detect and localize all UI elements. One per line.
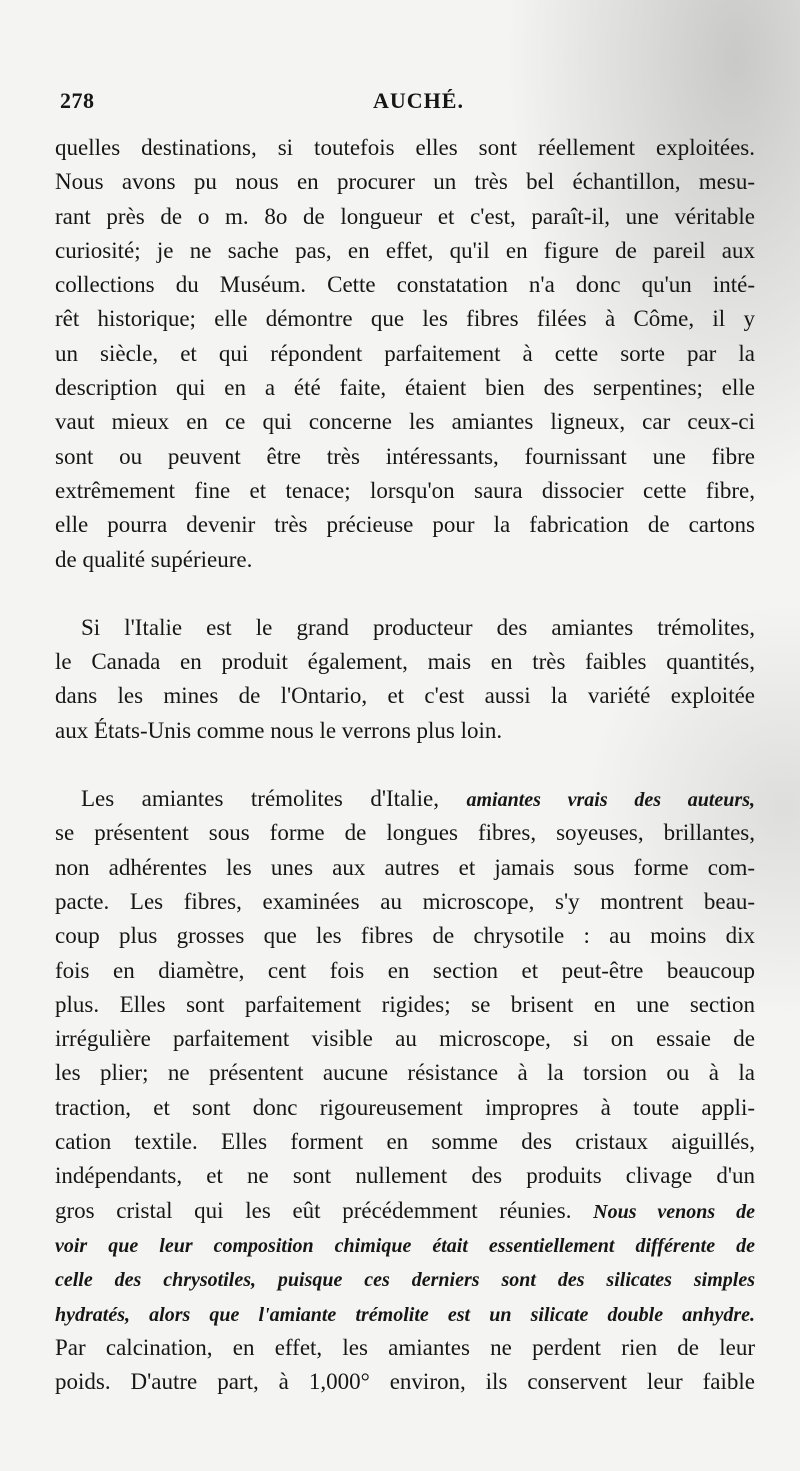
text-line bbox=[55, 1194, 755, 1228]
text-line: quelles destinations, si toutefois elles sont réellement exploitées. bbox=[55, 135, 755, 160]
paragraph-3 bbox=[55, 782, 755, 1399]
text-line-italic: Nous venons de bbox=[593, 1200, 755, 1223]
text-line: traction, et sont donc rigoureusement impropres à toute appli- bbox=[55, 1094, 755, 1120]
text-line: Si l'Italie est le grand producteur des amiantes trémolites, bbox=[81, 614, 755, 640]
text-line: non adhérentes les unes aux autres et jamais sous forme com- bbox=[55, 854, 755, 880]
text-line: pacte. Les fibres, examinées au microscope, s'y montrent beau- bbox=[55, 888, 755, 914]
text-line: fois en diamètre, cent fois en section et peut-être beaucoup bbox=[55, 957, 755, 983]
paragraph-gap bbox=[55, 577, 755, 611]
text-line: coup plus grosses que les fibres de chrysotile : au moins dix bbox=[55, 923, 755, 949]
text-line: curiosité; je ne sache pas, en effet, qu'il en figure de pareil aux bbox=[55, 237, 755, 263]
text-line: rêt historique; elle démontre que les fibres filées à Côme, il y bbox=[55, 306, 755, 332]
page-header bbox=[55, 86, 750, 120]
text-line: description qui en a été faite, étaient bien des serpentines; elle bbox=[55, 375, 755, 401]
text-line: Par calcination, en effet, les amiantes ne perdent rien de leur bbox=[55, 1334, 755, 1360]
paragraph-gap bbox=[55, 748, 755, 782]
text-line: collections du Muséum. Cette constatation n'a donc qu'un inté- bbox=[55, 272, 755, 298]
text-line-roman: Les amiantes trémolites d'Italie, bbox=[81, 786, 467, 812]
text-line: irrégulière parfaitement visible au microscope, si on essaie de bbox=[55, 1026, 755, 1052]
text-line: sont ou peuvent être très intéressants, fournissant une fibre bbox=[55, 443, 755, 469]
text-line: plus. Elles sont parfaitement rigides; se brisent en une section bbox=[55, 991, 755, 1017]
text-line: poids. D'autre part, à 1,000° environ, ils conservent leur faible bbox=[55, 1369, 755, 1395]
paragraph-2 bbox=[55, 611, 755, 748]
text-line: se présentent sous forme de longues fibres, soyeuses, brillantes, bbox=[55, 820, 755, 846]
text-line-italic: hydratés, alors que l'amiante trémolite est un silicate double anhydre. bbox=[55, 1303, 755, 1326]
page-number: 278 bbox=[60, 88, 95, 113]
text-line bbox=[55, 782, 755, 816]
text-line-italic: amiantes vrais des auteurs, bbox=[466, 789, 755, 812]
text-line bbox=[55, 1297, 755, 1331]
paragraph-1 bbox=[55, 131, 755, 577]
text-line: le Canada en produit également, mais en très faibles quantités, bbox=[55, 649, 755, 675]
text-line: cation textile. Elles forment en somme des cristaux aiguillés, bbox=[55, 1129, 755, 1155]
text-line: les plier; ne présentent aucune résistance à la torsion ou à la bbox=[55, 1060, 755, 1086]
text-line bbox=[55, 1228, 755, 1262]
text-line: vaut mieux en ce qui concerne les amiantes ligneux, car ceux-ci bbox=[55, 409, 755, 435]
text-line: elle pourra devenir très précieuse pour la fabrication de cartons bbox=[55, 512, 755, 538]
text-line: Nous avons pu nous en procurer un très bel échantillon, mesu- bbox=[55, 169, 755, 195]
text-line-italic: voir que leur composition chimique était essentiellement différente de bbox=[55, 1234, 755, 1257]
text-line: dans les mines de l'Ontario, et c'est aussi la variété exploitée bbox=[55, 683, 755, 709]
running-head: AUCHÉ. bbox=[373, 88, 464, 113]
text-line: un siècle, et qui répondent parfaitement à cette sorte par la bbox=[55, 340, 755, 366]
text-line: extrêmement fine et tenace; lorsqu'on saura dissocier cette fibre, bbox=[55, 477, 755, 503]
body-text bbox=[55, 131, 755, 1399]
text-line: de qualité supérieure. bbox=[55, 546, 253, 572]
text-line: rant près de o m. 8o de longueur et c'est, paraît-il, une véritable bbox=[55, 203, 755, 229]
text-line-italic: celle des chrysotiles, puisque ces derniers sont des silicates simples bbox=[55, 1269, 755, 1292]
text-line-roman: gros cristal qui les eût précédemment réunies. bbox=[55, 1197, 594, 1223]
text-line: aux États-Unis comme nous le verrons plus loin. bbox=[55, 717, 503, 743]
text-line bbox=[55, 1262, 755, 1296]
text-line: indépendants, et ne sont nullement des produits clivage d'un bbox=[55, 1163, 755, 1189]
